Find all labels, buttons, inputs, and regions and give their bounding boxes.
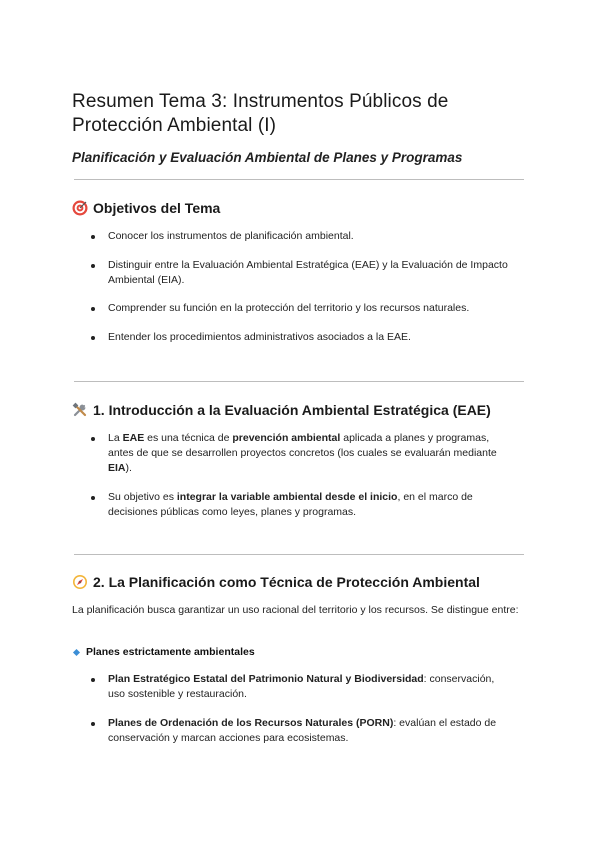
- page-subtitle: Planificación y Evaluación Ambiental de Planes y Programas: [72, 150, 463, 165]
- list-item: Distinguir entre la Evaluación Ambiental Estratégica (EAE) y la Evaluación de Impacto Ambiental (EIA).: [90, 258, 510, 288]
- bold-term: EIA: [108, 462, 126, 474]
- text: : conservación, uso sostenible y restauración.: [108, 673, 495, 700]
- text: , en el marco de decisiones públicas como leyes, planes y programas.: [108, 491, 473, 518]
- text: es una técnica de: [144, 432, 233, 444]
- section2-list: [90, 672, 510, 746]
- list-item: Comprender su función en la protección del territorio y los recursos naturales.: [90, 301, 510, 316]
- bold-term: Planes de Ordenación de los Recursos Naturales (PORN): [108, 717, 394, 729]
- divider: [74, 554, 524, 555]
- list-item: [90, 490, 510, 520]
- list-item: [90, 431, 510, 476]
- section2-heading-text: 2. La Planificación como Técnica de Protección Ambiental: [93, 574, 480, 590]
- divider: [74, 381, 524, 382]
- bold-term: EAE: [122, 432, 145, 444]
- text: ).: [125, 462, 132, 474]
- list-item: Entender los procedimientos administrativos asociados a la EAE.: [90, 330, 510, 345]
- target-icon: [72, 200, 88, 216]
- bold-term: integrar la variable ambiental desde el inicio: [176, 491, 398, 503]
- list-item: [90, 716, 510, 746]
- text: aplicada a planes y programas, antes de que se desarrollen proyectos concretos (los cuales se evaluarán mediante: [108, 432, 497, 459]
- objectives-heading: [72, 200, 220, 216]
- section1-heading-text: 1. Introducción a la Evaluación Ambiental Estratégica (EAE): [93, 402, 491, 418]
- diamond-bullet-icon: [73, 648, 80, 655]
- section2-heading: [72, 574, 480, 590]
- page-title: Resumen Tema 3: Instrumentos Públicos de Protección Ambiental (I): [72, 91, 449, 136]
- section1-heading: [72, 402, 491, 418]
- text: La: [108, 432, 123, 444]
- objectives-heading-text: Objetivos del Tema: [93, 200, 221, 216]
- text: Su objetivo es: [108, 491, 177, 503]
- section2-subheading: [74, 646, 255, 658]
- section1-list: [90, 431, 510, 520]
- list-item: [90, 672, 510, 702]
- compass-icon: [72, 574, 88, 590]
- tools-icon: [72, 402, 88, 418]
- section2-intro: La planificación busca garantizar un uso racional del territorio y los recursos. Se distingue entre:: [72, 604, 519, 616]
- list-item: Conocer los instrumentos de planificación ambiental.: [90, 229, 510, 244]
- section2-subheading-text: Planes estrictamente ambientales: [86, 646, 255, 658]
- divider: [74, 179, 524, 180]
- text: : evalúan el estado de conservación y marcan acciones para ecosistemas.: [108, 717, 497, 744]
- objectives-list: [90, 229, 510, 345]
- bold-term: prevención ambiental: [232, 432, 341, 444]
- bold-term: Plan Estratégico Estatal del Patrimonio Natural y Biodiversidad: [108, 673, 424, 685]
